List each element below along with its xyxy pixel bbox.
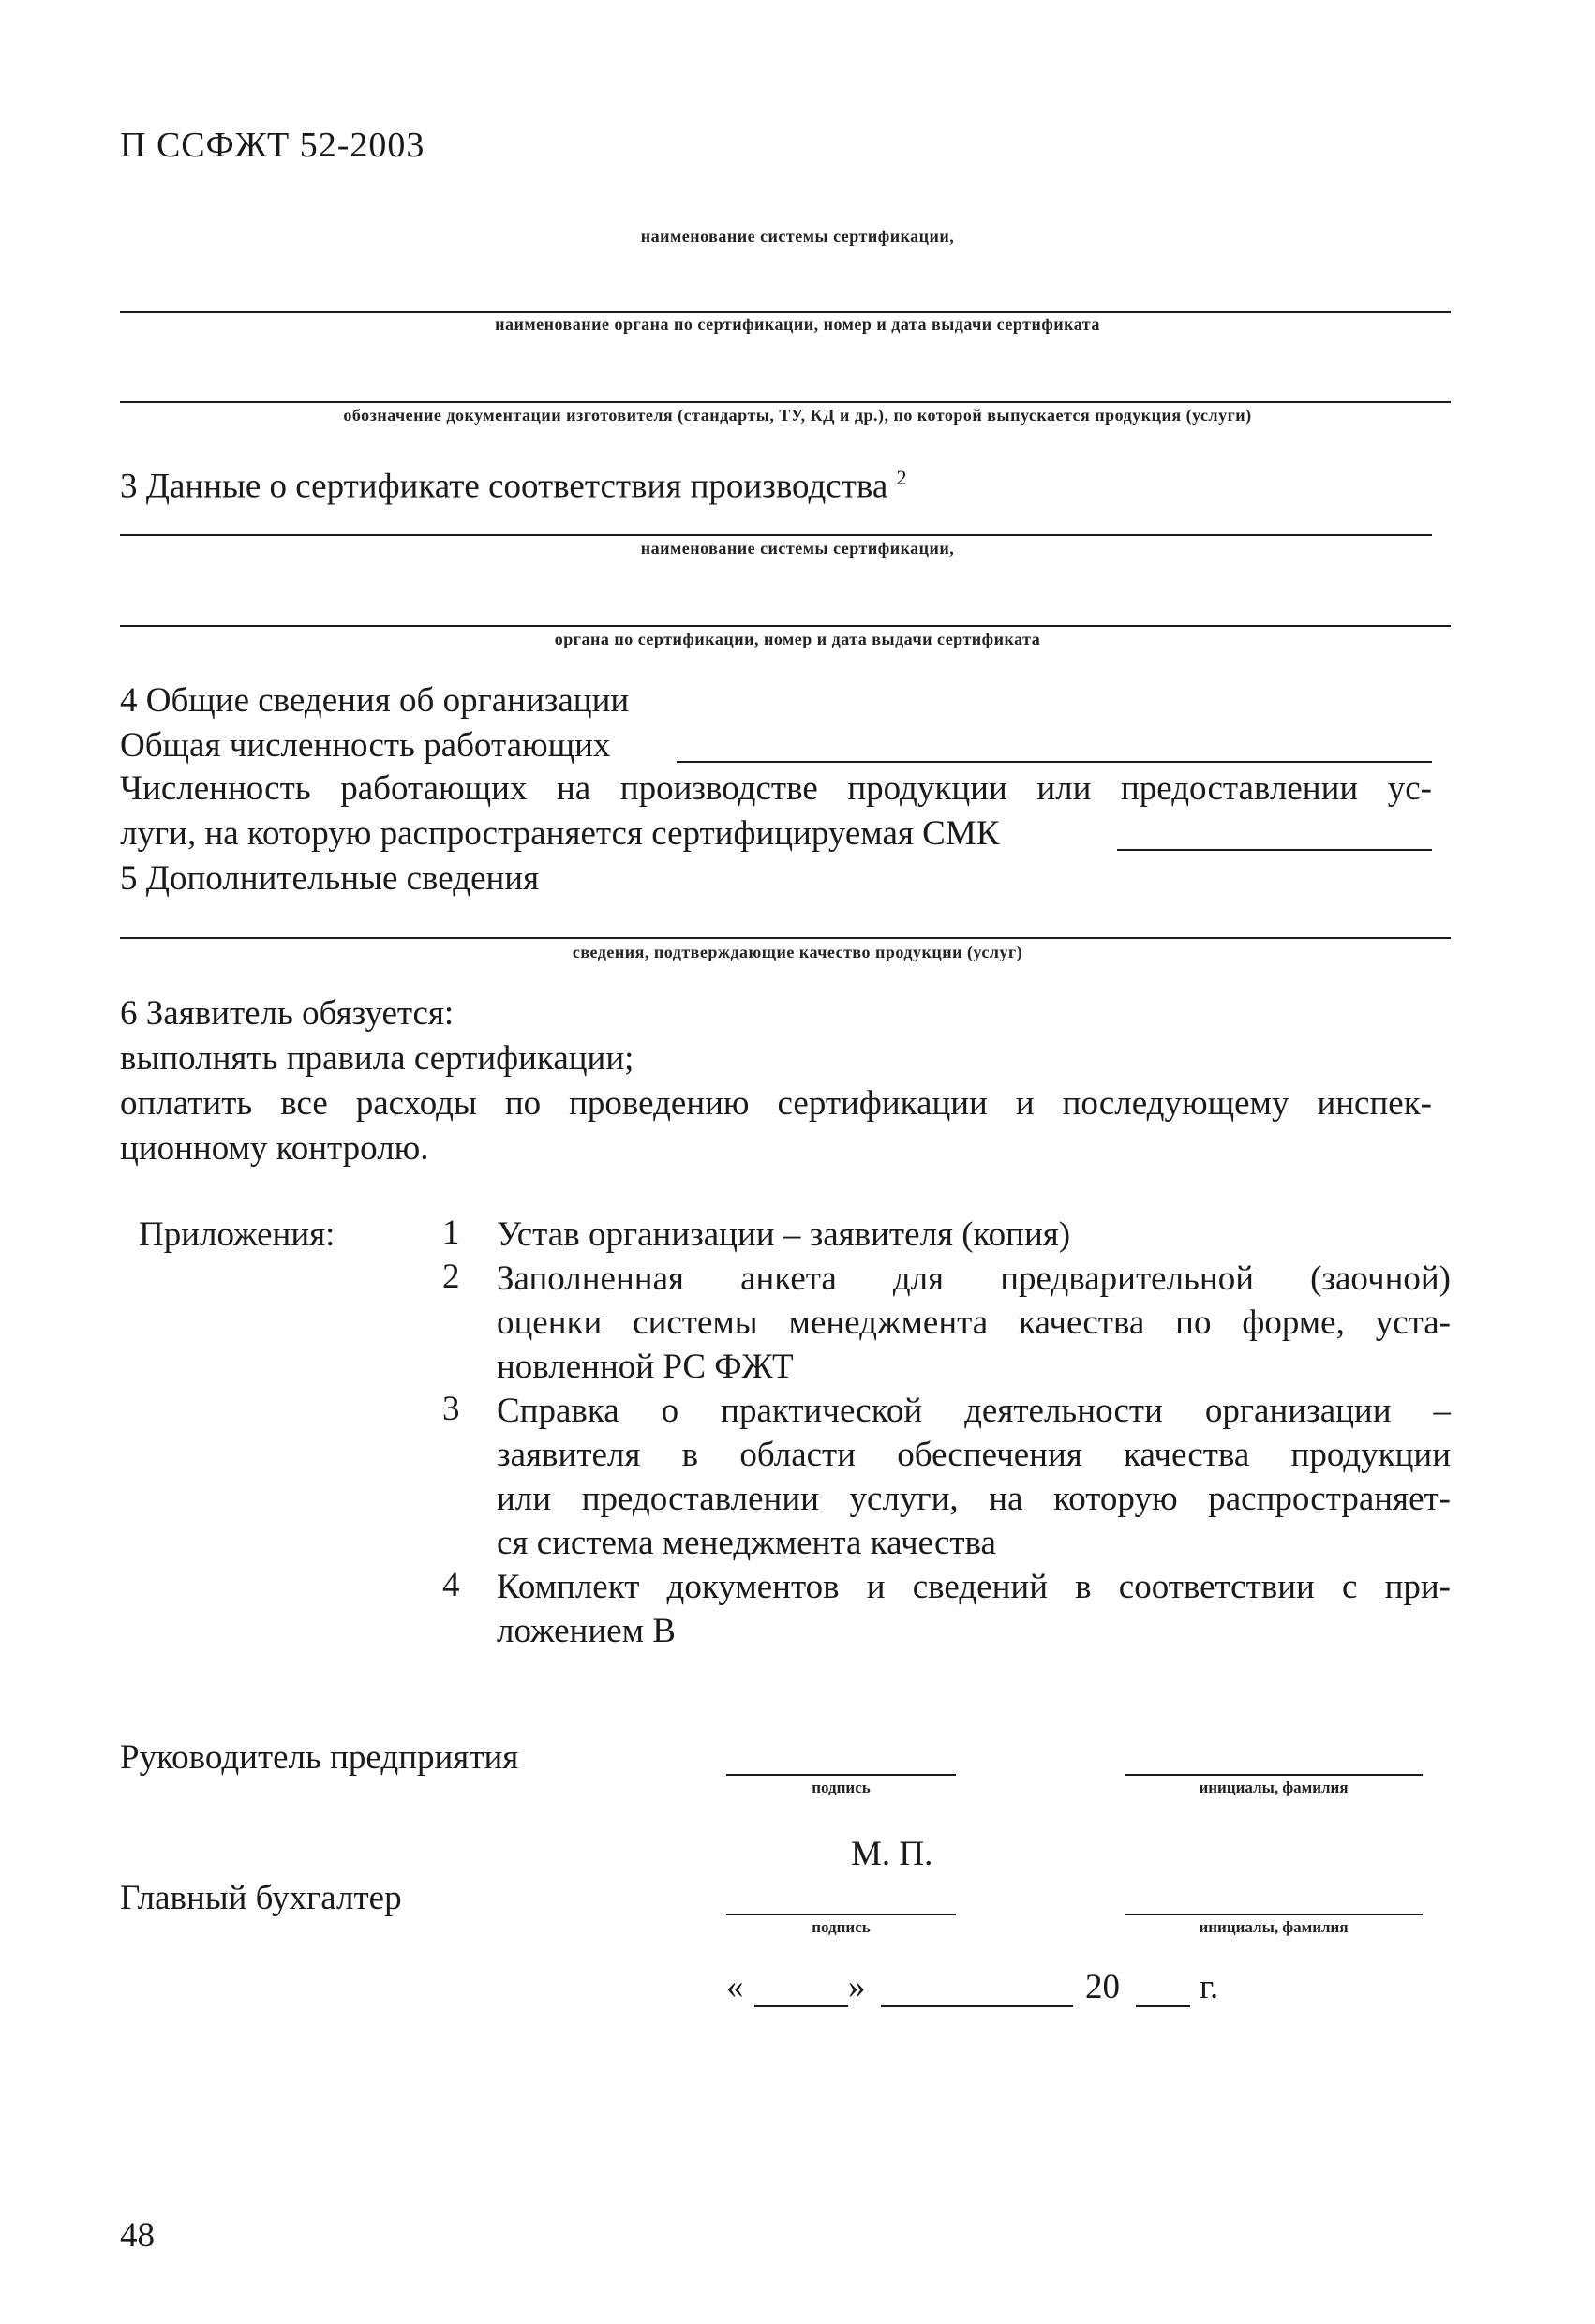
accountant-name-line [1125, 1914, 1423, 1915]
production-employees-line-2: луги, на которую распространяется сертифицируемая СМК [120, 814, 1000, 853]
section-6-title: 6 Заявитель обязуется: [120, 994, 455, 1033]
section-3-text: 3 Данные о сертификате соответствия производства [120, 467, 888, 506]
caption-quality-info: сведения, подтверждающие качество продукции (услуг) [572, 943, 1023, 961]
head-name-line [1125, 1774, 1423, 1776]
fill-line-total-employees [677, 761, 1432, 763]
fill-line-additional-info [120, 937, 1451, 939]
attachment-number: 3 [442, 1390, 460, 1428]
attachment-text-line [497, 1301, 1451, 1345]
attachment-text-line [497, 1609, 1451, 1653]
attachment-text-line [497, 1433, 1451, 1477]
accountant-signature-line [726, 1914, 956, 1915]
attachment-number: 2 [442, 1258, 460, 1296]
total-employees-label: Общая численность работающих [120, 726, 611, 765]
stamp-place: М. П. [851, 1835, 933, 1873]
obligation-line-3: ционному контролю. [120, 1129, 429, 1168]
date-year-prefix: 20 [1085, 1968, 1120, 2006]
attachment-text: Устав организации – заявителя (копия) [497, 1215, 1071, 1254]
production-employees-line [120, 767, 1432, 811]
attachment-text: или предоставлении услуги, на которую распространяет- [497, 1480, 1451, 1518]
date-open-quote: « [726, 1968, 744, 2006]
date-month-line [881, 2005, 1073, 2007]
obligation-line-2-text: оплатить все расходы по проведению сертификации и последующему инспек- [120, 1084, 1432, 1123]
attachment-text: оценки системы менеджмента качества по форме, уста- [497, 1304, 1451, 1342]
attachment-text: Заполненная анкета для предварительной (заочной) [497, 1259, 1451, 1298]
caption-cert-system-name-2: наименование системы сертификации, [640, 539, 955, 558]
head-name-caption: инициалы, фамилия [1199, 1779, 1349, 1796]
accountant-signature-caption: подпись [812, 1918, 871, 1936]
footnote-marker: 2 [896, 466, 907, 489]
obligation-line-2 [120, 1081, 1432, 1125]
attachment-text: ложением В [497, 1612, 676, 1650]
production-employees-text: Численность работающих на производстве продукции или предоставлении ус- [120, 769, 1432, 808]
date-day-line [754, 2005, 848, 2007]
document-code: П ССФЖТ 52-2003 [120, 126, 425, 165]
attachment-text: новленной РС ФЖТ [497, 1348, 794, 1386]
attachment-number: 1 [442, 1214, 460, 1252]
fill-line-cert-body-2 [120, 625, 1451, 627]
attachment-text-line [497, 1213, 1451, 1257]
fill-line-production-employees [1117, 849, 1432, 851]
attachments-label: Приложения: [139, 1215, 335, 1254]
date-year-suffix: г. [1200, 1968, 1219, 2006]
head-signature-caption: подпись [812, 1779, 871, 1796]
attachment-text: Комплект документов и сведений в соответствии с при- [497, 1568, 1451, 1606]
caption-cert-body-2: органа по сертификации, номер и дата выдачи сертификата [554, 630, 1041, 648]
date-close-quote: » [848, 1968, 866, 2006]
date-year-line [1136, 2005, 1190, 2007]
page-number: 48 [120, 2216, 155, 2255]
attachment-text-line [497, 1345, 1451, 1389]
attachment-text-line [497, 1565, 1451, 1609]
attachment-text: ся система менеджмента качества [497, 1524, 996, 1562]
section-4-title: 4 Общие сведения об организации [120, 681, 630, 720]
caption-cert-system-name: наименование системы сертификации, [640, 227, 955, 246]
caption-manufacturer-docs: обозначение документации изготовителя (стандарты, ТУ, КД и др.), по которой выпускается продукция (услуги) [343, 406, 1252, 425]
fill-line-cert-body [120, 311, 1451, 313]
caption-cert-body: наименование органа по сертификации, номер и дата выдачи сертификата [495, 315, 1100, 334]
fill-line-manufacturer-docs [120, 401, 1451, 403]
attachment-text-line [497, 1521, 1451, 1565]
attachment-text-line [497, 1477, 1451, 1521]
attachment-text-line [497, 1257, 1451, 1301]
attachment-text: заявителя в области обеспечения качества продукции [497, 1436, 1451, 1474]
attachment-text: Справка о практической деятельности организации – [497, 1392, 1451, 1430]
fill-line-cert-system-2 [120, 534, 1432, 536]
accountant-name-caption: инициалы, фамилия [1199, 1918, 1349, 1936]
section-5-title: 5 Дополнительные сведения [120, 859, 540, 898]
chief-accountant-label: Главный бухгалтер [120, 1879, 402, 1917]
section-3-title [120, 455, 907, 508]
head-of-enterprise-label: Руководитель предприятия [120, 1738, 519, 1777]
head-signature-line [726, 1774, 956, 1776]
attachment-number: 4 [442, 1566, 460, 1604]
obligation-line-1: выполнять правила сертификации; [120, 1039, 634, 1078]
attachment-text-line [497, 1389, 1451, 1433]
